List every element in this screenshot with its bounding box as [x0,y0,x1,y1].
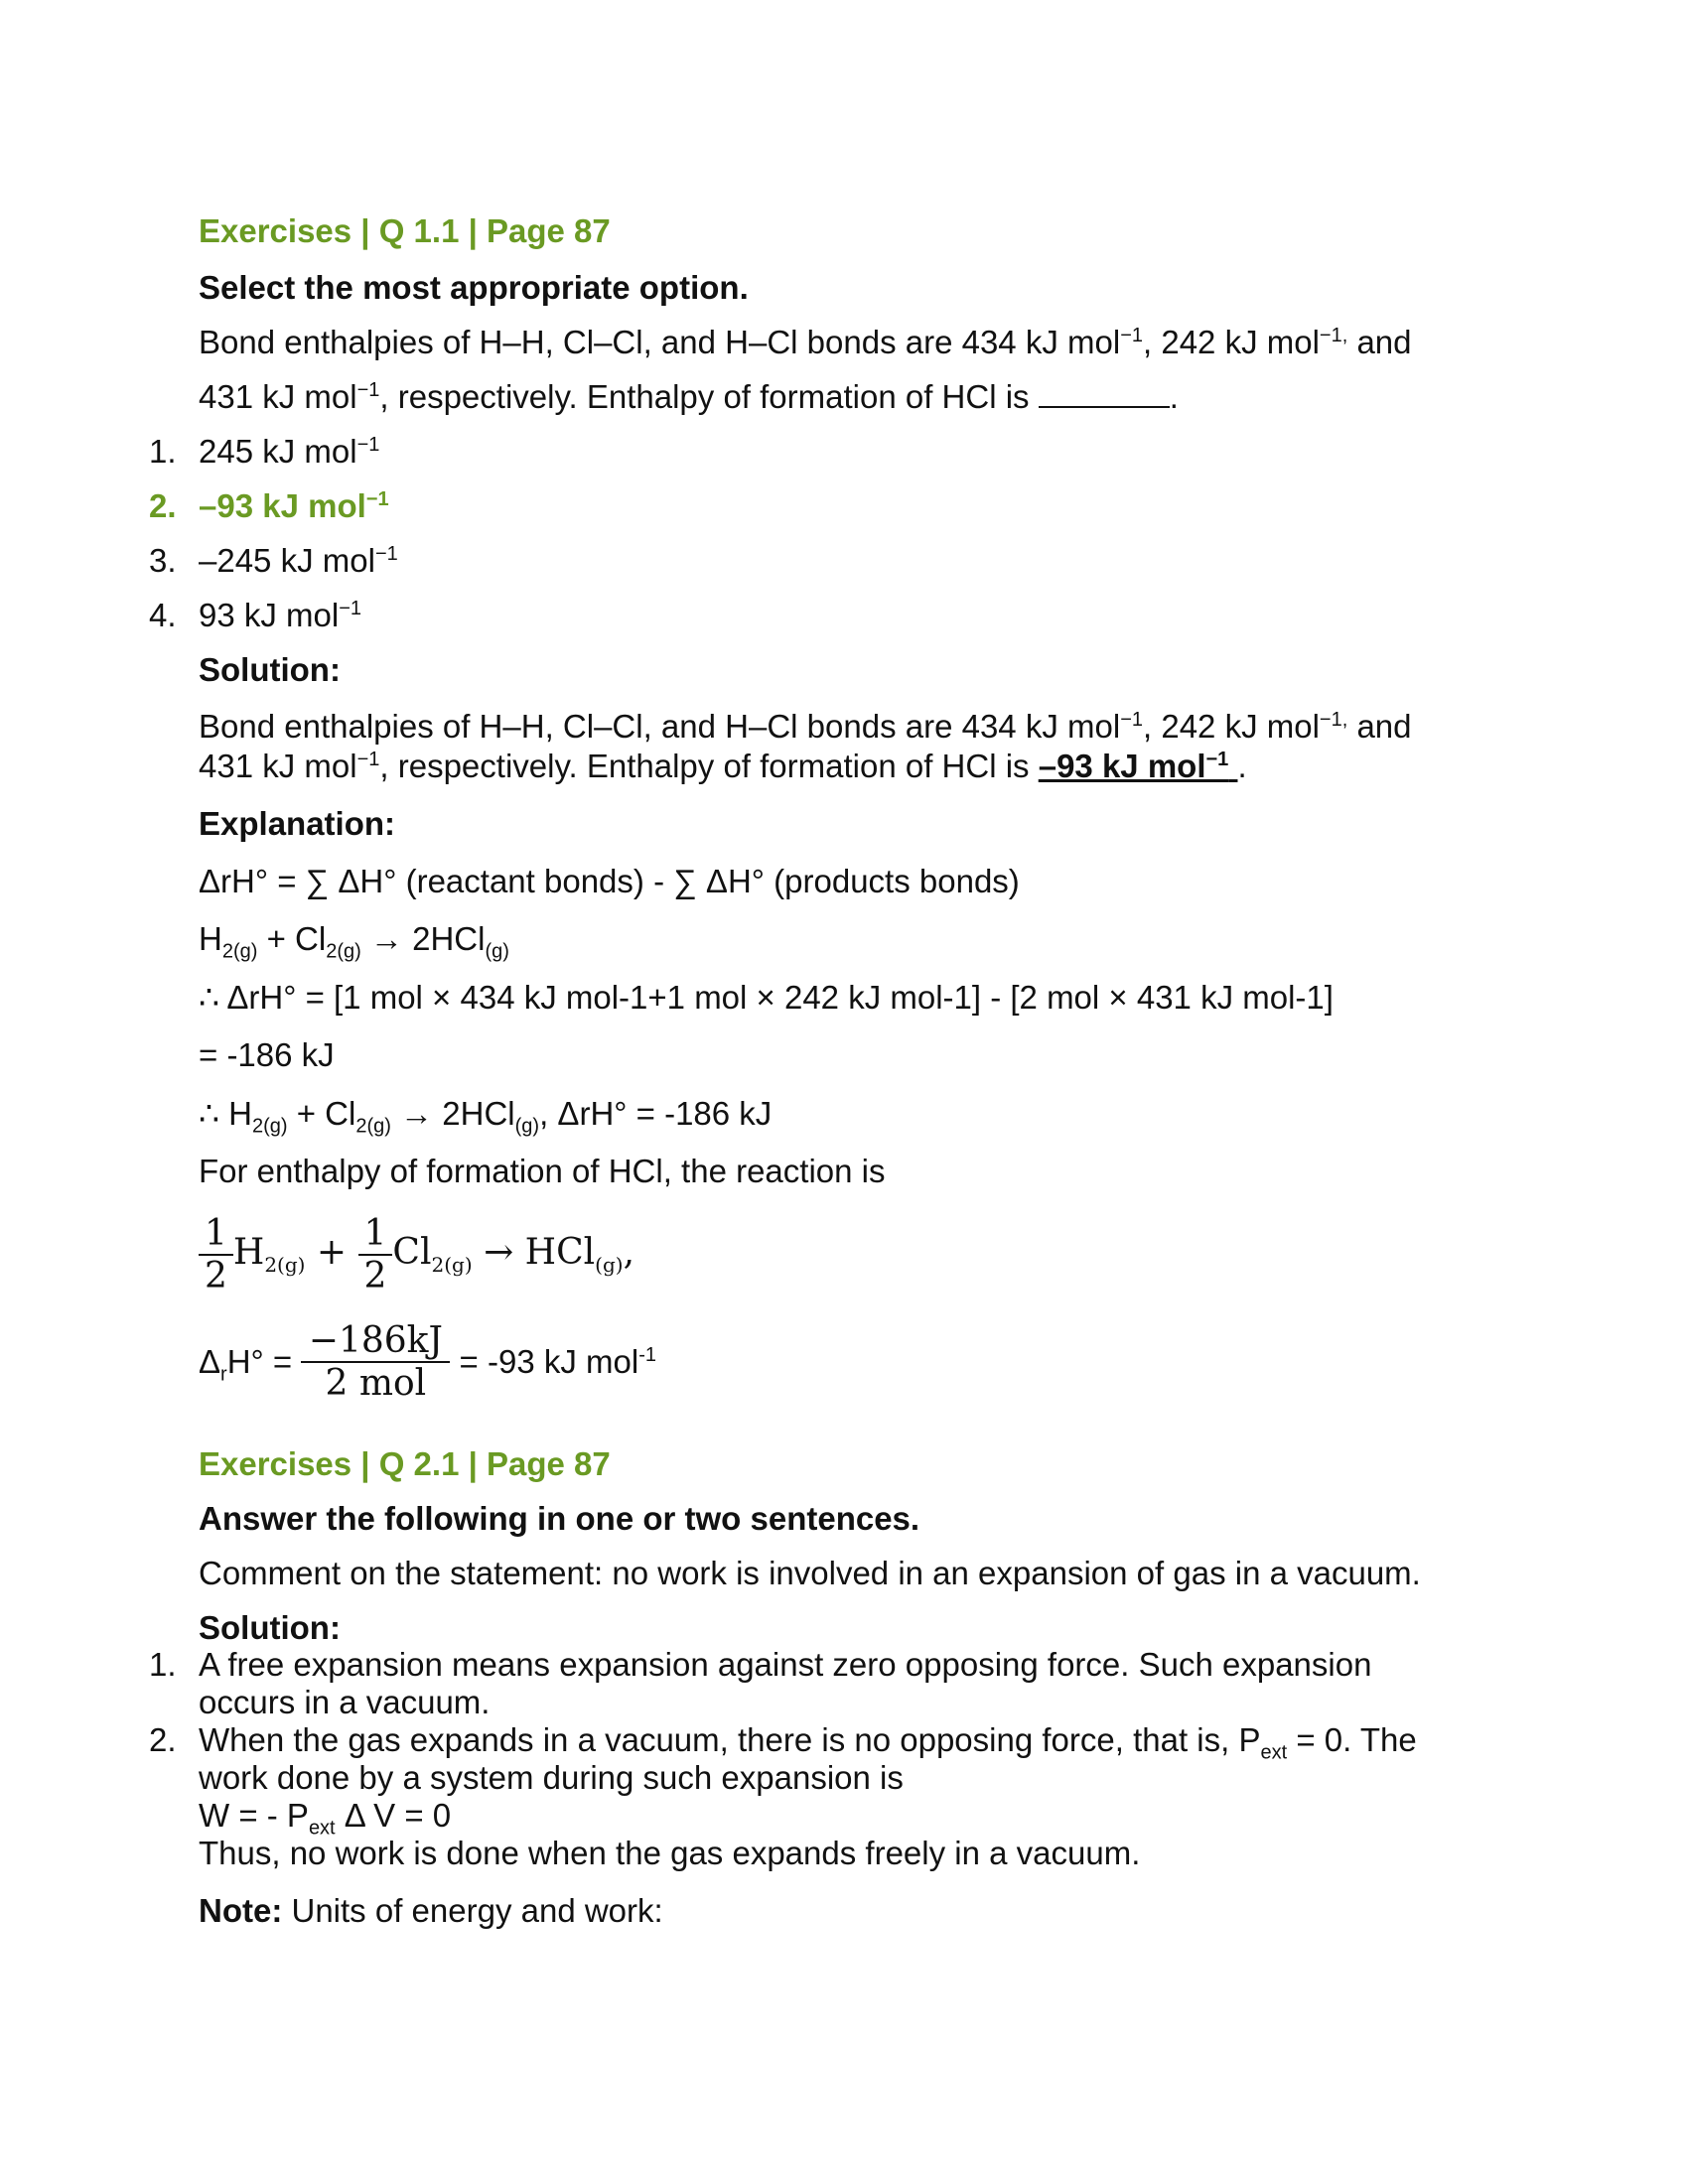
option-1: 245 kJ mol$^{-1}$ [199,433,380,470]
q2-item-1-number: 1. [149,1646,177,1683]
q1-question-line1: Bond enthalpies of H–H, Cl–Cl, and H–Cl bonds are 434 kJ mol$^{-1}$, 242 kJ mol$^{-1,}$ and [199,324,1412,360]
option-2-correct: –93 kJ mol$^{-1}$ [199,487,389,524]
explanation-label: Explanation: [199,805,396,842]
equation-result: = -186 kJ [199,1036,335,1073]
q1-instruction: Select the most appropriate option. [199,269,749,306]
fractional-reaction: $\frac{1}{2}$ $H_{2(g)}$ + $\frac{1}{2}$ $Cl_{2(g)} \to HCl_{(g)}$, [199,1213,634,1297]
equation-calculation: ∴ ΔrH° = [1 mol × 434 kJ mol-1+1 mol × 242 kJ mol-1] - [2 mol × 431 kJ mol-1] [199,979,1334,1016]
q2-solution-label: Solution: [199,1609,341,1646]
option-4-number: 4. [149,597,177,633]
q2-item-2-line1: When the gas expands in a vacuum, there is no opposing force, that is, $P_{ext} = 0$. The [199,1721,1417,1764]
q2-instruction: Answer the following in one or two sentences. [199,1500,920,1537]
q2-heading: Exercises | Q 2.1 | Page 87 [199,1445,611,1482]
q2-item-2-number: 2. [149,1721,177,1758]
q2-item-1-line1: A free expansion means expansion against zero opposing force. Such expansion [199,1646,1372,1683]
option-3: –245 kJ mol$^{-1}$ [199,542,398,579]
equation-enthalpy-bonds: ΔrH° = ∑ ΔH° (reactant bonds) - ∑ ΔH° (products bonds) [199,863,1020,899]
note: Note: Units of energy and work: [199,1892,663,1929]
final-enthalpy-equation: $\Delta_rH^\circ$ = $\frac{-186kJ}{\text{2 mol}}$ = -93 kJ mol$^{-1}$ [199,1320,656,1404]
q2-item-2-line3: W = - $P_{ext}$ Δ V = 0 [199,1797,452,1840]
option-1-number: 1. [149,433,177,470]
q1-solution-line2: 431 kJ mol$^{-1}$, respectively. Enthalpy of formation of HCl is –93 kJ mol$^{-1}$ . [199,748,1247,784]
q1-question-line2: 431 kJ mol$^{-1}$, respectively. Enthalpy of formation of HCl is . [199,378,1179,415]
option-2-number: 2. [149,487,177,524]
q1-solution-label: Solution: [199,651,341,688]
option-3-number: 3. [149,542,177,579]
q2-item-2-line4: Thus, no work is done when the gas expands freely in a vacuum. [199,1835,1141,1871]
q1-solution-line1: Bond enthalpies of H–H, Cl–Cl, and H–Cl bonds are 434 kJ mol$^{-1}$, 242 kJ mol$^{-1,}$ and [199,708,1412,745]
q2-item-1-line2: occurs in a vacuum. [199,1684,491,1720]
option-4: 93 kJ mol$^{-1}$ [199,597,362,633]
equation-reaction-2: ∴ $H_{2(g)} + Cl_{2(g)} \to 2HCl_{(g)}$, ΔrH° = -186 kJ [199,1095,773,1138]
q2-question: Comment on the statement: no work is involved in an expansion of gas in a vacuum. [199,1555,1421,1591]
q1-heading: Exercises | Q 1.1 | Page 87 [199,212,611,249]
answer-blank [1039,378,1170,408]
solution-answer: –93 kJ mol$^{-1}$ [1038,748,1229,784]
q2-item-2-line2: work done by a system during such expansion is [199,1759,904,1796]
reaction-intro: For enthalpy of formation of HCl, the reaction is [199,1153,886,1189]
equation-reaction-1: $H_{2(g)} + Cl_{2(g)} \to 2HCl_{(g)}$ [199,920,509,963]
